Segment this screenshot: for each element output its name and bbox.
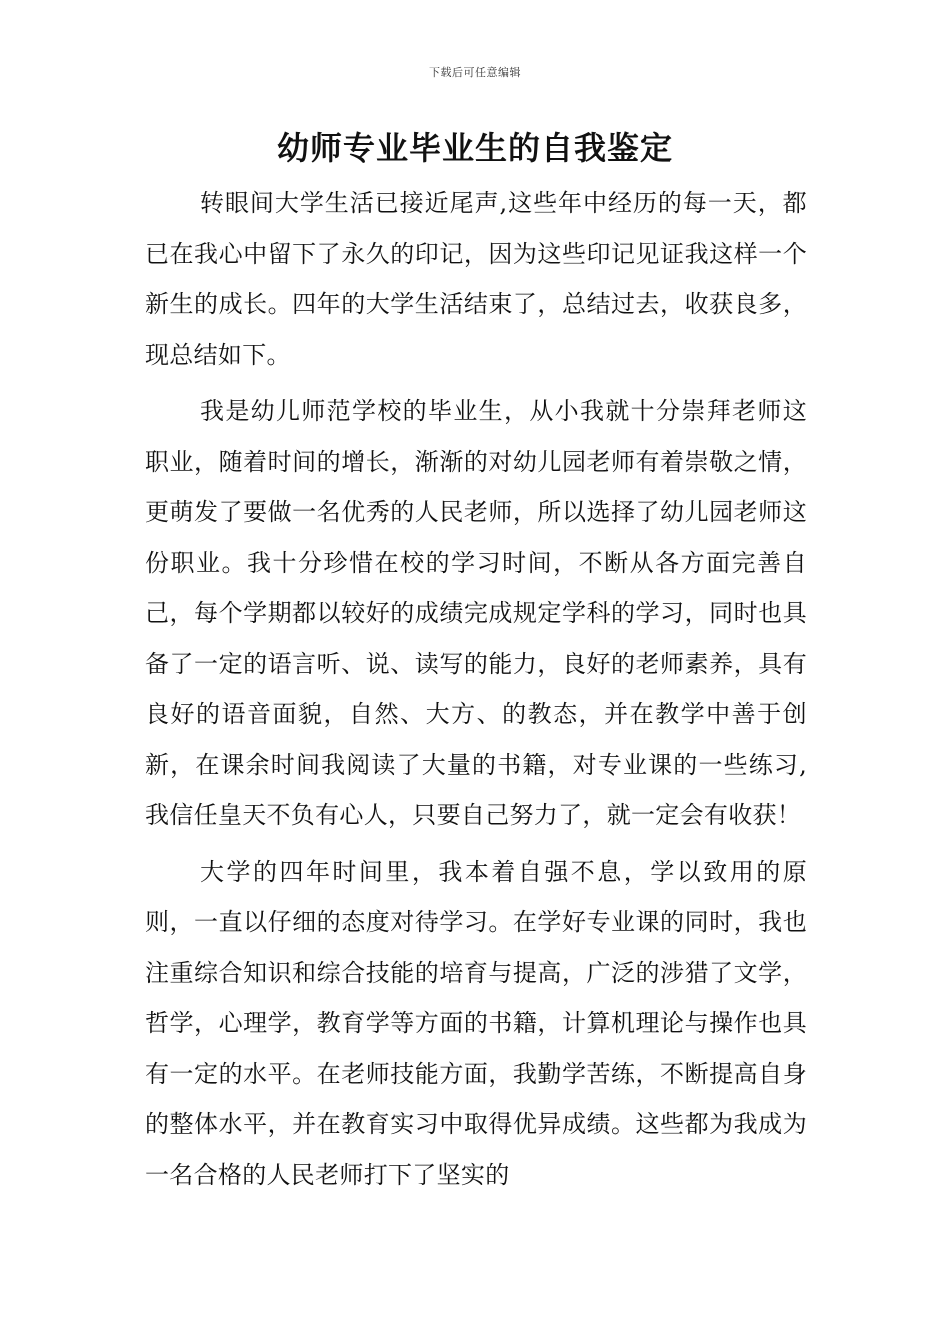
paragraph-2: 我是幼儿师范学校的毕业生，从小我就十分崇拜老师这职业，随着时间的增长，渐渐的对幼儿园老师有着崇敬之情，更萌发了要做一名优秀的人民老师，所以选择了幼儿园老师这份职业。我十分珍惜在校的学习时间，不断从各方面完善自己，每个学期都以较好的成绩完成规定学科的学习，同时也具备了一定的语言听、说、读写的能力，良好的老师素养，具有良好的语音面貌，自然、大方、的教态，并在教学中善于创新，在课余时间我阅读了大量的书籍，对专业课的一些练习,我信任皇天不负有心人，只要自己努力了，就一定会有收获！ xyxy=(145,397,807,829)
document-title: 幼师专业毕业生的自我鉴定 xyxy=(276,129,673,167)
document-body xyxy=(145,178,807,1200)
paragraph-3: 大学的四年时间里，我本着自强不息，学以致用的原则，一直以仔细的态度对待学习。在学好专业课的同时，我也注重综合知识和综合技能的培育与提高，广泛的涉猎了文学，哲学，心理学，教育学等方面的书籍，计算机理论与操作也具有一定的水平。在老师技能方面，我勤学苦练，不断提高自身的整体水平，并在教育实习中取得优异成绩。这些都为我成为一名合格的人民老师打下了坚实的 xyxy=(145,857,807,1189)
paragraph-1: 转眼间大学生活已接近尾声,这些年中经历的每一天，都已在我心中留下了永久的印记，因为这些印记见证我这样一个新生的成长。四年的大学生活结束了，总结过去，收获良多，现总结如下。 xyxy=(145,189,807,369)
header-note: 下载后可任意编辑 xyxy=(429,66,521,79)
